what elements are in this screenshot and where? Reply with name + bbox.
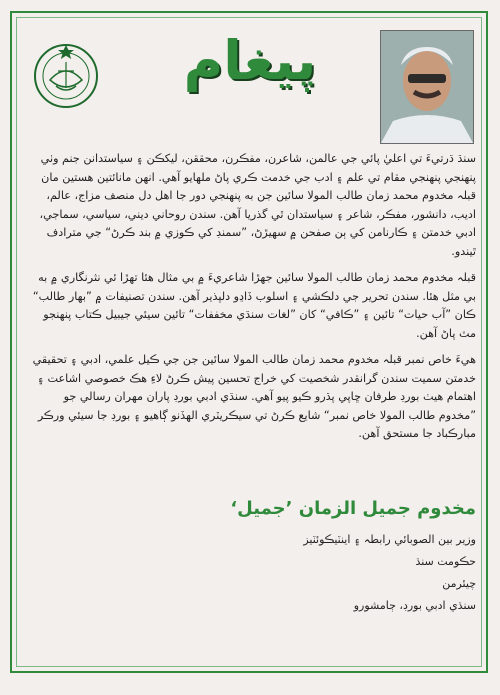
paragraph-2: قبلہ مخدوم محمد زمان طالب المولا سائين جهڙا شاعريءَ ۾ بي مثال هئا تهڙا ئي نثرنگاري ۾ به بي مثل هئا. سندن تحرير جي دلڪشي ۽ اسلوب ڏاڍو دلپذير آهن. سندن تصنيفات ۾ ”بهار طالب“ ڪان ”آب حيات“ تائين ۽ ”ڪافي“ کان ”لغات سنڌي مخففات“ تائين سيئي جيبيل ڪتاب پنهنجو مٽ پاڻ آهن. xyxy=(32,271,476,340)
signatory-title-2: حڪومت سنڌ xyxy=(415,555,476,568)
signatory-name: مخدوم جميل الزمان ’جميل‘ xyxy=(230,498,476,519)
page-title: پيغام xyxy=(183,29,317,92)
paragraph-3: هيءَ خاص نمبر قبلہ مخدوم محمد زمان طالب المولا سائين جن جي ڪيل علمي، ادبي ۽ تحقيقي خدمتن سميت سندن گرانقدر شخصيت کي خراج تحسين پيش ڪرڻ لاءِ هڪ خصوصي اشاعت ۽ اهتمام هيٺ بورڊ طرفان ڇاپي پڌرو ڪيو پيو آهي. سنڌي ادبي بورڊ پاران مهران رسالي جو ”مخدوم طالب المولا خاص نمبر“ شايع ڪرڻ تي سيڪريٽري الهڏنو ڳاهيو ۽ بورڊ جا سيئي ورڪر مبارڪباد جا مستحق آهن. xyxy=(32,353,476,440)
portrait-photo xyxy=(380,30,474,144)
signature-block xyxy=(226,498,476,617)
signatory-title-3: چيئرمن xyxy=(442,577,476,590)
paragraph-1: سنڌ ڌرتيءَ تي اعليٰ پائي جي عالمن، شاعرن، مفڪرن، محققن، ليکڪن ۽ سياستدانن جنم وٺي پنهنجي پنهنجي مقام تي علم ۽ ادب جي خدمت ڪري پاڻ ملهايو آهي. انهن مانائتين هستين مان قبلہ مخدوم محمد زمان طالب المولا سائين جن به پنهنجي دور جا اهل دل منصف مزاج، عالم، اديب، دانشور، مفڪر، شاعر ۽ سياستدان ٿي گذريا آهن. سندن روحاني ديني، سياسي، سماجي، ادبي خدمتن ۽ ڪارنامن کي ٻن صفحن ۾ سهيڙڻ، ”سمنڊ کي ڪوزي ۾ بند ڪرڻ“ جي مترادف ٿيندو. xyxy=(39,152,476,258)
signatory-title-4: سنڌي ادبي بورڊ، ڄامشورو xyxy=(353,599,476,612)
signatory-title-1: وزير بين الصوبائي رابطہ ۽ اينٽيڪوئٽيز xyxy=(303,533,476,546)
government-seal-icon xyxy=(30,38,102,110)
message-body xyxy=(26,150,476,452)
